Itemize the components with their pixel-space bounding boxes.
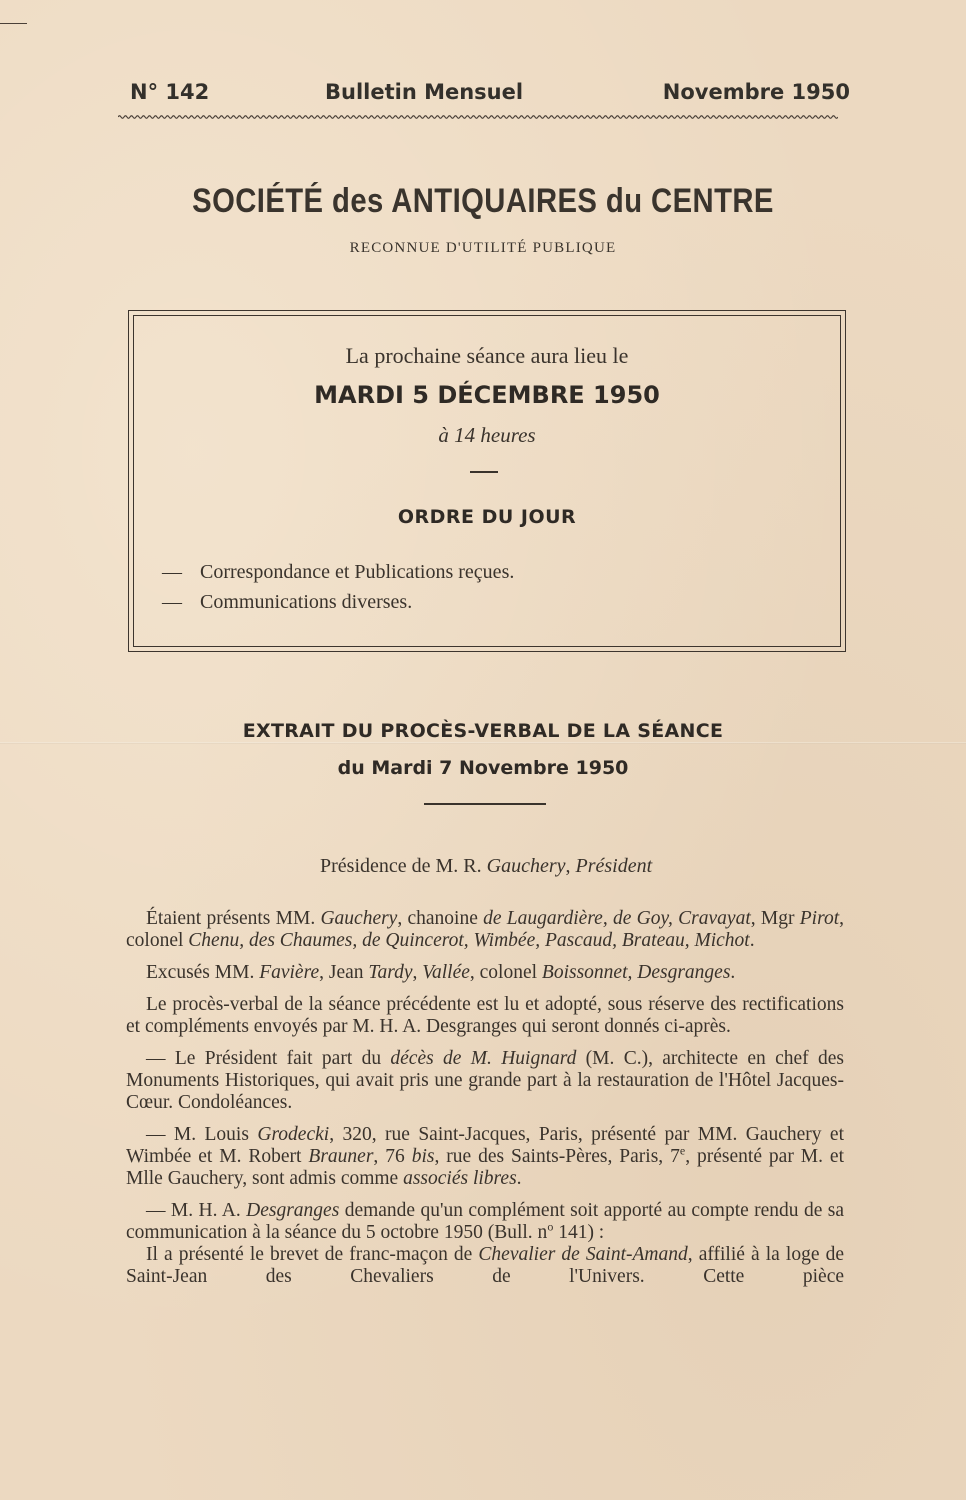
name: Grodecki [257, 1124, 330, 1145]
text: , affilié à la loge de Saint-Jean des Chevaliers de l'Univers. Cette pièce [126, 1244, 845, 1287]
text: Étaient présents MM. [146, 908, 321, 929]
text: — M. Louis [146, 1124, 258, 1145]
title: Chevalier de Saint-Amand [478, 1244, 688, 1265]
excused-paragraph [126, 962, 844, 984]
president-name: Gauchery [486, 855, 566, 877]
society-name: SOCIÉTÉ des ANTIQUAIRES du CENTRE [192, 182, 774, 220]
attendees-paragraph [126, 908, 844, 952]
presidence-line [320, 855, 652, 878]
presidence-separator: , [565, 855, 576, 877]
text: (M. C.), architecte en chef des Monuments Historiques, qui avait pris une grande part à la restauration de l'Hôtel Jacques-Cœur. Condoléances. [126, 1048, 844, 1113]
text: — Le Président fait part du [146, 1048, 391, 1069]
agenda-list [162, 561, 514, 621]
margin-mark [0, 23, 27, 24]
text: , Mgr [750, 908, 800, 929]
name: Desgranges [246, 1200, 340, 1221]
agenda-dash: — [162, 591, 182, 613]
minutes-body [126, 908, 844, 1288]
society-subtitle: RECONNUE D'UTILITÉ PUBLIQUE [349, 240, 617, 256]
agenda-item [162, 561, 514, 591]
next-meeting-date: MARDI 5 DÉCEMBRE 1950 [314, 381, 660, 409]
text: . [516, 1168, 522, 1189]
text: , rue des Saints-Pères, Paris, 7 [434, 1146, 680, 1167]
text: . [749, 930, 755, 951]
minutes-title: EXTRAIT DU PROCÈS-VERBAL DE LA SÉANCE [242, 720, 724, 742]
text: Excusés MM. [146, 962, 260, 983]
names: Chenu, des Chaumes, de Quincerot, Wimbée, Pascaud, Brateau, Michot [188, 930, 750, 951]
next-meeting-box-inner-border [133, 315, 841, 647]
paper-fold-crease [0, 742, 966, 744]
next-meeting-intro: La prochaine séance aura lieu le [345, 343, 629, 368]
name: Favière [259, 962, 320, 983]
next-meeting-box [128, 310, 846, 652]
separator-dash [470, 471, 498, 473]
emphasis: bis [411, 1146, 435, 1167]
text: , Jean [319, 962, 369, 983]
emphasis: décès de M. Huignard [390, 1048, 577, 1069]
text: Il a présenté le brevet de franc-maçon de [146, 1244, 479, 1265]
text: , colonel [126, 908, 844, 951]
text: , 320, rue Saint-Jacques, Paris, présenté par MM. Gauchery et Wimbée et M. Robert [126, 1124, 844, 1167]
presidence-prefix: Présidence de M. R. [320, 855, 487, 877]
agenda-item-text: Correspondance et Publications reçues. [200, 561, 515, 583]
admissions-paragraph [126, 1124, 844, 1190]
agenda-item [162, 591, 514, 621]
name: Tardy [368, 962, 413, 983]
text: , colonel [469, 962, 542, 983]
text: , présenté par M. et Mlle Gauchery, sont admis comme [126, 1146, 844, 1189]
name: Brauner [308, 1146, 374, 1167]
agenda-item-text: Communications diverses. [200, 591, 413, 613]
wavy-rule-divider [118, 113, 838, 121]
text: , chanoine [397, 908, 484, 929]
text: 141) : [553, 1222, 605, 1243]
superscript: o [547, 1219, 554, 1234]
text: , 76 [373, 1146, 412, 1167]
issue-date: Novembre 1950 [662, 80, 850, 104]
superscript: e [679, 1143, 686, 1158]
deces-paragraph [126, 1048, 844, 1114]
adoption-paragraph: Le procès-verbal de la séance précédente est lu et adopté, sous réserve des rectifications et compléments envoyés par M. H. A. Desgranges qui seront donnés ci-après. [126, 994, 844, 1037]
desgranges-paragraph [126, 1200, 844, 1244]
names: Boissonnet, Desgranges [541, 962, 731, 983]
text: demande qu'un complément soit apporté au compte rendu de sa communication à la séance du 5 octobre 1950 (Bull. n [126, 1200, 844, 1243]
text: . [730, 962, 736, 983]
issue-number: N° 142 [130, 80, 210, 104]
name: Vallée [422, 962, 470, 983]
emphasis: associés libres [403, 1168, 517, 1189]
text: , [412, 962, 423, 983]
section-rule [424, 803, 546, 805]
names: de Laugardière, de Goy, Cravayat [483, 908, 751, 929]
name: Gauchery [320, 908, 398, 929]
text: — M. H. A. [146, 1200, 247, 1221]
next-meeting-time: à 14 heures [438, 423, 536, 447]
brevet-paragraph [126, 1244, 844, 1288]
masthead [130, 80, 850, 110]
name: Pirot [799, 908, 840, 929]
president-role: Président [575, 855, 653, 877]
bulletin-title: Bulletin Mensuel [325, 80, 524, 104]
agenda-dash: — [162, 561, 182, 583]
agenda-title: ORDRE DU JOUR [397, 506, 577, 528]
minutes-date: du Mardi 7 Novembre 1950 [337, 757, 629, 779]
